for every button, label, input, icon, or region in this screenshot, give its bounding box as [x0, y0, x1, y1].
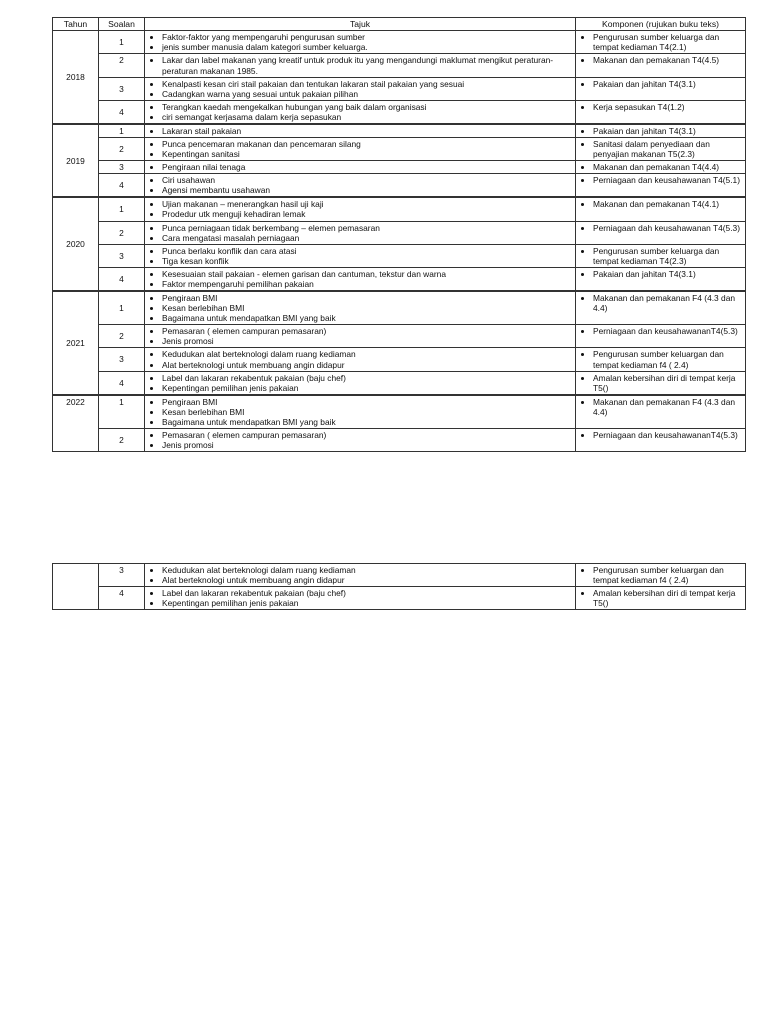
question-number: 2: [99, 428, 145, 451]
tajuk-list-item: • Kedudukan alat berteknologi dalam ruang kediaman: [162, 565, 573, 575]
tajuk-list-item: • Kenalpasti kesan ciri stail pakaian dan tentukan lakaran stail pakaian yang sesuai: [162, 79, 573, 89]
year-cell: 2020: [53, 197, 99, 291]
komponen-list: [578, 139, 743, 159]
tajuk-list: [147, 397, 573, 427]
komponen-cell: [576, 197, 746, 221]
komponen-cell: [576, 161, 746, 174]
tajuk-list-item: • Pengiraan BMI: [162, 293, 573, 303]
tajuk-list-item: • Pemasaran ( elemen campuran pemasaran): [162, 326, 573, 336]
komponen-cell: [576, 395, 746, 429]
tajuk-list-item: • ciri semangat kerjasama dalam kerja sepasukan: [162, 112, 573, 122]
komponen-cell: [576, 174, 746, 198]
komponen-cell: [576, 100, 746, 124]
komponen-cell: [576, 371, 746, 395]
table-row: [53, 174, 746, 198]
tajuk-cell: [145, 174, 576, 198]
komponen-cell: [576, 54, 746, 77]
table-body: [53, 31, 746, 452]
komponen-list-item: • Pakaian dan jahitan T4(3.1): [593, 126, 743, 136]
tajuk-list: [147, 139, 573, 159]
tajuk-cell: [145, 291, 576, 325]
tajuk-list-item: • Pemasaran ( elemen campuran pemasaran): [162, 430, 573, 440]
tajuk-cell: [145, 31, 576, 54]
question-number: 2: [99, 221, 145, 244]
komponen-list: [578, 55, 743, 65]
tajuk-list-item: • Lakaran stail pakaian: [162, 126, 573, 136]
komponen-list: [578, 326, 743, 336]
table-row: [53, 77, 746, 100]
tajuk-list-item: • Pengiraan nilai tenaga: [162, 162, 573, 172]
header-komponen: Komponen (rujukan buku teks): [576, 18, 746, 31]
komponen-list-item: • Makanan dan pemakanan F4 (4.3 dan 4.4): [593, 293, 743, 313]
table-row: [53, 221, 746, 244]
question-number: 3: [99, 77, 145, 100]
komponen-list-item: • Makanan dan pemakanan T4(4.1): [593, 199, 743, 209]
tajuk-list: [147, 223, 573, 243]
tajuk-list: [147, 373, 573, 393]
komponen-cell: [576, 587, 746, 610]
tajuk-list-item: • Kedudukan alat berteknologi dalam ruang kediaman: [162, 349, 573, 359]
tajuk-list-item: • jenis sumber manusia dalam kategori sumber keluarga.: [162, 42, 573, 52]
continuation-table: [52, 563, 746, 610]
tajuk-list-item: • Punca berlaku konflik dan cara atasi: [162, 246, 573, 256]
komponen-list: [578, 223, 743, 233]
tajuk-cell: [145, 395, 576, 429]
year-cell: 2022: [53, 395, 99, 452]
tajuk-cell: [145, 197, 576, 221]
question-number: 1: [99, 197, 145, 221]
table-row: [53, 348, 746, 371]
tajuk-list-item: • Jenis promosi: [162, 336, 573, 346]
question-number: 3: [99, 161, 145, 174]
komponen-list: [578, 32, 743, 52]
header-tahun: Tahun: [53, 18, 99, 31]
komponen-list: [578, 397, 743, 417]
table-row: [53, 428, 746, 451]
komponen-list-item: • Pengurusan sumber keluargan dan tempat kediaman f4 ( 2.4): [593, 349, 743, 369]
tajuk-list: [147, 162, 573, 172]
tajuk-list-item: • Bagaimana untuk mendapatkan BMI yang baik: [162, 313, 573, 323]
tajuk-list: [147, 565, 573, 585]
komponen-list: [578, 246, 743, 266]
tajuk-list: [147, 326, 573, 346]
tajuk-list-item: • Alat berteknologi untuk membuang angin didapur: [162, 575, 573, 585]
komponen-list: [578, 199, 743, 209]
question-number: 4: [99, 267, 145, 291]
header-tajuk: Tajuk: [145, 18, 576, 31]
year-cell-empty: [53, 564, 99, 610]
tajuk-list-item: • Pengiraan BMI: [162, 397, 573, 407]
komponen-cell: [576, 31, 746, 54]
question-number: 3: [99, 244, 145, 267]
komponen-cell: [576, 221, 746, 244]
tajuk-cell: [145, 428, 576, 451]
year-cell: 2018: [53, 31, 99, 124]
komponen-list: [578, 269, 743, 279]
tajuk-list-item: • Kepentingan sanitasi: [162, 149, 573, 159]
table-row: [53, 291, 746, 325]
table-row: [53, 54, 746, 77]
komponen-cell: [576, 138, 746, 161]
komponen-list: [578, 373, 743, 393]
question-number: 4: [99, 371, 145, 395]
tajuk-list-item: • Label dan lakaran rekabentuk pakaian (baju chef): [162, 588, 573, 598]
tajuk-list: [147, 126, 573, 136]
tajuk-list-item: • Cara mengatasi masalah perniagaan: [162, 233, 573, 243]
tajuk-list: [147, 588, 573, 608]
tajuk-list-item: • Faktor-faktor yang mempengaruhi pengurusan sumber: [162, 32, 573, 42]
tajuk-list: [147, 32, 573, 52]
komponen-cell: [576, 291, 746, 325]
komponen-list-item: • Makanan dan pemakanan T4(4.5): [593, 55, 743, 65]
komponen-cell: [576, 124, 746, 138]
question-number: 2: [99, 138, 145, 161]
komponen-list-item: • Pengurusan sumber keluarga dan tempat kediaman T4(2.1): [593, 32, 743, 52]
tajuk-list: [147, 199, 573, 219]
tajuk-list-item: • Bagaimana untuk mendapatkan BMI yang baik: [162, 417, 573, 427]
komponen-list: [578, 102, 743, 112]
tajuk-cell: [145, 124, 576, 138]
tajuk-list: [147, 102, 573, 122]
question-number: 3: [99, 564, 145, 587]
tajuk-cell: [145, 348, 576, 371]
tajuk-list-item: • Punca perniagaan tidak berkembang – elemen pemasaran: [162, 223, 573, 233]
tajuk-list-item: • Ujian makanan – menerangkan hasil uji kaji: [162, 199, 573, 209]
tajuk-list-item: • Lakar dan label makanan yang kreatif untuk produk itu yang mengandungi maklumat mengikut peraturan-peraturan makanan 1985.: [162, 55, 573, 75]
tajuk-list-item: • Punca pencemaran makanan dan pencemaran silang: [162, 139, 573, 149]
tajuk-list: [147, 269, 573, 289]
tajuk-cell: [145, 267, 576, 291]
komponen-list-item: • Amalan kebersihan diri di tempat kerja T5(): [593, 373, 743, 393]
question-number: 4: [99, 587, 145, 610]
header-soalan: Soalan: [99, 18, 145, 31]
table-row: [53, 100, 746, 124]
komponen-list-item: • Pengurusan sumber keluargan dan tempat kediaman f4 ( 2.4): [593, 565, 743, 585]
table-row: [53, 138, 746, 161]
komponen-cell: [576, 348, 746, 371]
tajuk-list: [147, 349, 573, 369]
komponen-list-item: • Pengurusan sumber keluarga dan tempat kediaman T4(2.3): [593, 246, 743, 266]
komponen-cell: [576, 325, 746, 348]
table-row: [53, 395, 746, 429]
komponen-list: [578, 79, 743, 89]
komponen-list-item: • Perniagaan dah keusahawanan T4(5.3): [593, 223, 743, 233]
komponen-cell: [576, 244, 746, 267]
tajuk-list-item: • Prodedur utk menguji kehadiran lemak: [162, 209, 573, 219]
table-row: [53, 197, 746, 221]
tajuk-list-item: • Kesesuaian stail pakaian - elemen garisan dan cantuman, tekstur dan warna: [162, 269, 573, 279]
table-row: [53, 31, 746, 54]
tajuk-cell: [145, 138, 576, 161]
tajuk-list-item: • Label dan lakaran rekabentuk pakaian (baju chef): [162, 373, 573, 383]
table-row: [53, 371, 746, 395]
table-row: [53, 587, 746, 610]
tajuk-list-item: • Kesan berlebihan BMI: [162, 303, 573, 313]
tajuk-list-item: • Terangkan kaedah mengekalkan hubungan yang baik dalam organisasi: [162, 102, 573, 112]
table-row: [53, 325, 746, 348]
year-cell: 2019: [53, 124, 99, 197]
table-row: [53, 267, 746, 291]
komponen-list: [578, 565, 743, 585]
tajuk-list-item: • Tiga kesan konflik: [162, 256, 573, 266]
question-number: 4: [99, 100, 145, 124]
tajuk-cell: [145, 100, 576, 124]
question-number: 1: [99, 31, 145, 54]
tajuk-cell: [145, 54, 576, 77]
table-row: [53, 161, 746, 174]
komponen-list: [578, 349, 743, 369]
komponen-list: [578, 293, 743, 313]
tajuk-list-item: • Agensi membantu usahawan: [162, 185, 573, 195]
komponen-list-item: • Kerja sepasukan T4(1.2): [593, 102, 743, 112]
komponen-list-item: • Perniagaan dan keusahawananT4(5.3): [593, 326, 743, 336]
question-number: 2: [99, 325, 145, 348]
question-number: 3: [99, 348, 145, 371]
komponen-list-item: • Perniagaan dan keusahawananT4(5.3): [593, 430, 743, 440]
komponen-list-item: • Pakaian dan jahitan T4(3.1): [593, 269, 743, 279]
tajuk-list-item: • Jenis promosi: [162, 440, 573, 450]
table-row: [53, 124, 746, 138]
komponen-list-item: • Perniagaan dan keusahawanan T4(5.1): [593, 175, 743, 185]
question-number: 1: [99, 291, 145, 325]
tajuk-list-item: • Kepentingan pemilihan jenis pakaian: [162, 383, 573, 393]
tajuk-list-item: • Cadangkan warna yang sesuai untuk pakaian pilihan: [162, 89, 573, 99]
tajuk-list-item: • Kepentingan pemilihan jenis pakaian: [162, 598, 573, 608]
syllabus-table: [52, 17, 746, 452]
tajuk-list-item: • Faktor mempengaruhi pemilihan pakaian: [162, 279, 573, 289]
tajuk-cell: [145, 564, 576, 587]
question-number: 2: [99, 54, 145, 77]
tajuk-list: [147, 175, 573, 195]
komponen-list-item: • Makanan dan pemakanan T4(4.4): [593, 162, 743, 172]
tajuk-list: [147, 246, 573, 266]
header-row: [53, 18, 746, 31]
tajuk-cell: [145, 77, 576, 100]
komponen-list-item: • Sanitasi dalam penyediaan dan penyajian makanan T5(2.3): [593, 139, 743, 159]
komponen-list: [578, 588, 743, 608]
komponen-list: [578, 162, 743, 172]
question-number: 1: [99, 124, 145, 138]
tajuk-list-item: • Alat berteknologi untuk membuang angin didapur: [162, 360, 573, 370]
tajuk-list: [147, 430, 573, 450]
tajuk-cell: [145, 221, 576, 244]
table-row: [53, 564, 746, 587]
tajuk-list: [147, 293, 573, 323]
tajuk-list-item: • Ciri usahawan: [162, 175, 573, 185]
tajuk-list: [147, 55, 573, 75]
komponen-cell: [576, 428, 746, 451]
tajuk-cell: [145, 325, 576, 348]
tajuk-list-item: • Kesan berlebihan BMI: [162, 407, 573, 417]
komponen-cell: [576, 77, 746, 100]
komponen-list: [578, 430, 743, 440]
tajuk-cell: [145, 244, 576, 267]
question-number: 4: [99, 174, 145, 198]
komponen-list: [578, 175, 743, 185]
tajuk-cell: [145, 587, 576, 610]
year-cell: 2021: [53, 291, 99, 395]
question-number: 1: [99, 395, 145, 429]
tajuk-list: [147, 79, 573, 99]
komponen-list-item: • Makanan dan pemakanan F4 (4.3 dan 4.4): [593, 397, 743, 417]
komponen-list-item: • Amalan kebersihan diri di tempat kerja T5(): [593, 588, 743, 608]
komponen-cell: [576, 564, 746, 587]
continuation-body: [53, 564, 746, 610]
tajuk-cell: [145, 371, 576, 395]
komponen-list-item: • Pakaian dan jahitan T4(3.1): [593, 79, 743, 89]
komponen-list: [578, 126, 743, 136]
komponen-cell: [576, 267, 746, 291]
tajuk-cell: [145, 161, 576, 174]
table-row: [53, 244, 746, 267]
